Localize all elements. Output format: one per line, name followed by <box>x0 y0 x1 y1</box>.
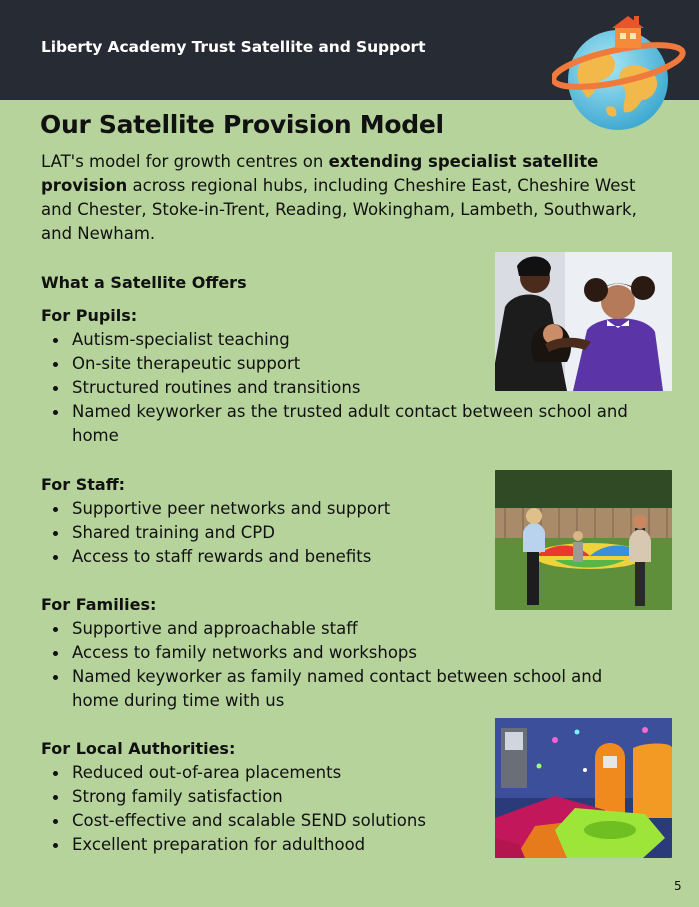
list-item: Supportive peer networks and support <box>52 497 482 521</box>
list-item: Structured routines and transitions <box>52 376 632 400</box>
page-number: 5 <box>674 879 682 893</box>
parachute-play-photo <box>495 470 672 610</box>
hairdressing-photo <box>495 252 672 391</box>
list-item: Access to staff rewards and benefits <box>52 545 482 569</box>
list-item: Cost-effective and scalable SEND solutions <box>52 809 482 833</box>
pupils-heading: For Pupils: <box>41 306 138 325</box>
globe-with-house-icon <box>552 8 690 132</box>
list-item: Named keyworker as the trusted adult contact between school and home <box>52 400 632 448</box>
offers-heading: What a Satellite Offers <box>41 273 247 292</box>
list-item: Shared training and CPD <box>52 521 482 545</box>
list-item: Autism-specialist teaching <box>52 328 632 352</box>
staff-heading: For Staff: <box>41 475 126 494</box>
list-item: Strong family satisfaction <box>52 785 482 809</box>
header-title: Liberty Academy Trust Satellite and Support <box>41 38 426 56</box>
local-authorities-list <box>52 761 482 857</box>
list-item: Excellent preparation for adulthood <box>52 833 482 857</box>
intro-text: LAT's model for growth centres on <box>41 152 329 171</box>
list-item: Named keyworker as family named contact between school and home during time with us <box>52 665 642 713</box>
list-item: Reduced out-of-area placements <box>52 761 482 785</box>
intro-bold-text: extending specialist satellite provision <box>41 152 599 195</box>
staff-list <box>52 497 482 569</box>
families-list <box>52 617 642 713</box>
intro-text-end: across regional hubs, including Cheshire East, Cheshire West and Chester, Stoke-in-Trent, Reading, Wokingham, Lambeth, Southwark, and Newham. <box>41 176 637 243</box>
local-authorities-heading: For Local Authorities: <box>41 739 236 758</box>
list-item: Access to family networks and workshops <box>52 641 642 665</box>
intro-paragraph <box>41 150 671 246</box>
page-title: Our Satellite Provision Model <box>40 110 444 139</box>
list-item: Supportive and approachable staff <box>52 617 642 641</box>
list-item: On-site therapeutic support <box>52 352 632 376</box>
sensory-room-photo <box>495 718 672 858</box>
families-heading: For Families: <box>41 595 157 614</box>
